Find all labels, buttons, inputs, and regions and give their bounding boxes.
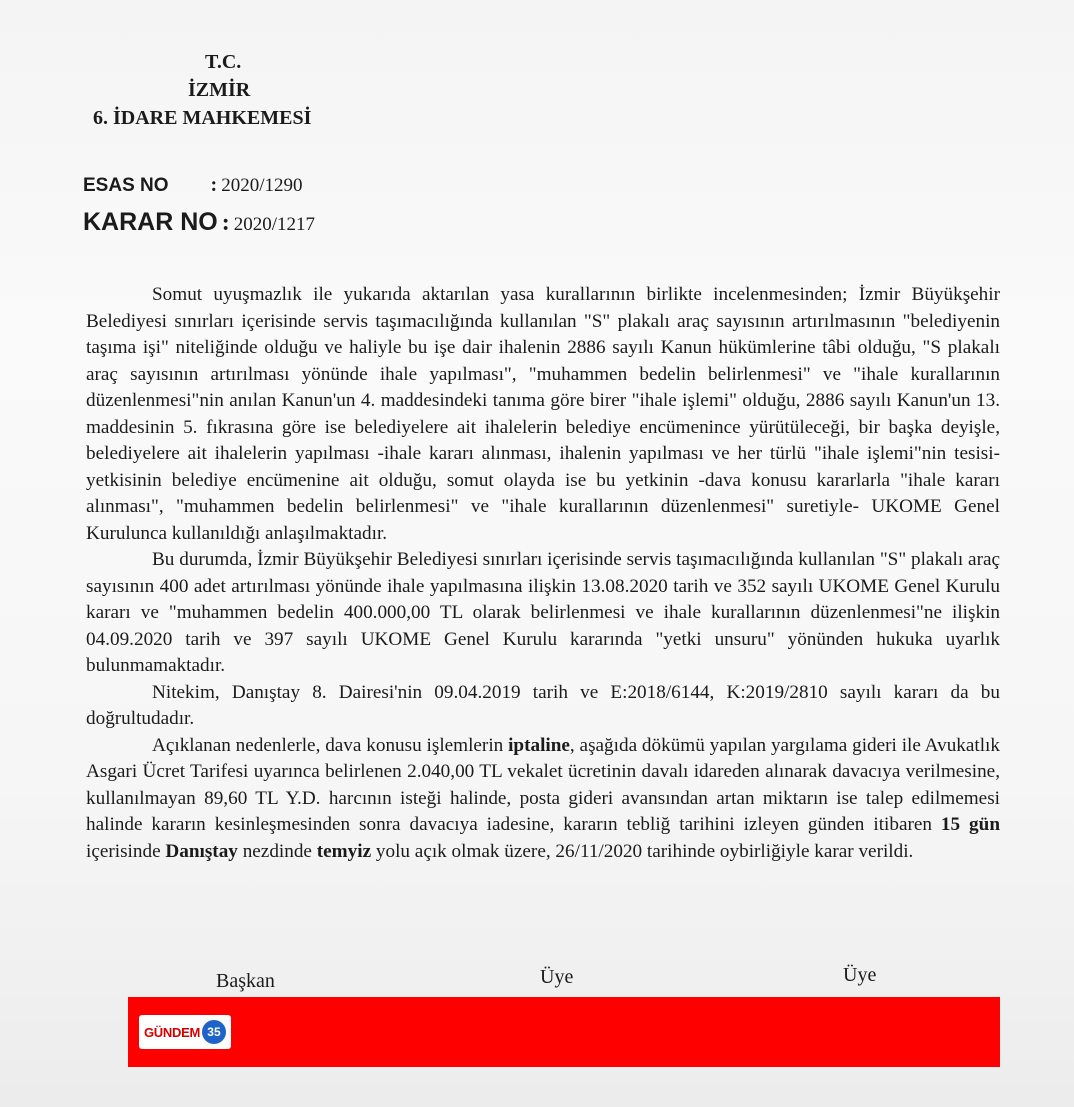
signature-member-2: Üye (843, 964, 877, 986)
p4-bold-temyiz: temyiz (316, 840, 372, 862)
p4-text-c: , aşağıda dökümü yapılan yargılama gideri ile Avukatlık Asgari Ücret Tarifesi uyarınca belirlenen 2.040,00 TL vekalet ücretinin davalı idareden alınarak davacıya verilmesine, kullanılmayan 89,60 TL Y.D. harcının isteği halinde, posta gideri avansından artan miktarın ise talep edilmemesi halinde kararın kesinleşmesinden sonra davacıya iadesine, kararın tebliğ tarihini izleyen günden itibaren (86, 734, 1000, 835)
esas-no-label: ESAS NO (83, 175, 169, 196)
paragraph-4 (86, 733, 1000, 866)
p4-text-i: yolu açık olmak üzere, 26/11/2020 tarihinde oybirliğiyle karar verildi. (371, 840, 914, 862)
header-tc: T.C. (205, 51, 242, 73)
paragraph-3: Nitekim, Danıştay 8. Dairesi'nin 09.04.2019 tarih ve E:2018/6144, K:2019/2810 sayılı kararı da bu doğrultudadır. (86, 681, 1000, 729)
karar-no-label: KARAR NO (83, 208, 218, 236)
p4-bold-iptaline: iptaline (508, 734, 570, 756)
p4-text-a: Açıklanan nedenlerle, dava konusu işlemlerin (152, 734, 509, 756)
court-header (85, 48, 311, 132)
esas-no-value: 2020/1290 (221, 175, 303, 196)
decision-text (86, 282, 1000, 865)
p4-bold-15-gun: 15 gün (940, 814, 1000, 835)
karar-no-value: 2020/1217 (233, 214, 315, 235)
esas-no-colon: : (210, 174, 218, 196)
redaction-bar (128, 997, 1000, 1067)
p4-text-g: nezdinde (237, 840, 317, 862)
karar-no-colon: : (221, 210, 230, 236)
paragraph-2: Bu durumda, İzmir Büyükşehir Belediyesi sınırları içerisinde servis taşımacılığında kullanılan "S" plakalı araç sayısının 400 adet artırılması yönünde ihale yapılmasına ilişkin 13.08.2020 tarih ve 352 sayılı UKOME Genel Kurulu kararı ve "muhammen bedelin 400.000,00 TL olarak belirlenmesi ve ihale kurallarının düzenlenmesi"ne ilişkin 04.09.2020 tarih ve 397 sayılı UKOME Genel Kurulu kararında "yetki unsuru" yönünden hukuka uyarlık bulunmamaktadır. (86, 549, 1000, 676)
esas-no-row (83, 174, 302, 197)
header-city: İZMİR (188, 79, 251, 101)
logo-number-badge: 35 (202, 1020, 226, 1044)
p4-bold-danistay: Danıştay (165, 840, 238, 862)
logo-wordmark: GÜNDEM (144, 1024, 200, 1040)
header-court-name: 6. İDARE MAHKEMESİ (93, 107, 312, 129)
gundem35-logo (139, 1015, 231, 1049)
signature-chair: Başkan (216, 970, 275, 992)
p4-text-e: içerisinde (86, 840, 166, 862)
signature-member-1: Üye (540, 966, 574, 988)
paragraph-1: Somut uyuşmazlık ile yukarıda aktarılan yasa kurallarının birlikte incelenmesinden; İzmir Büyükşehir Belediyesi sınırları içerisinde servis taşımacılığında kullanılan "S" plakalı araç sayısının artırılmasının "belediyenin taşıma işi" niteliğinde olduğu ve haliyle bu işe dair ihalenin 2886 sayılı Kanun hükümlerine tâbi olduğu, "S plakalı araç sayısının artırılması yönünde ihale yapılması", "muhammen bedelin belirlenmesi" ve "ihale kurallarının düzenlenmesi"nin anılan Kanun'un 4. maddesindeki tanıma göre birer "ihale işlemi" olduğu, 2886 sayılı Kanun'un 13. maddesinin 5. fıkrasına göre ise belediyelere ait ihalelerin belediye encümenince yürütüleceği, bir başka deyişle, belediyelere ait ihalelerin yapılması -ihale kararı alınması, ihalenin yapılması ve her türlü "ihale işlemi"nin tesisi- yetkisinin belediye encümenine ait olduğu, somut olayda ise bu yetkinin -dava konusu kararlarla "ihale kararı alınması", "muhammen bedelin belirlenmesi" ve "ihale kurallarının düzenlenmesi" suretiyle- UKOME Genel Kurulunca kullanıldığı anlaşılmaktadır. (86, 284, 1000, 544)
karar-no-row (83, 208, 315, 237)
